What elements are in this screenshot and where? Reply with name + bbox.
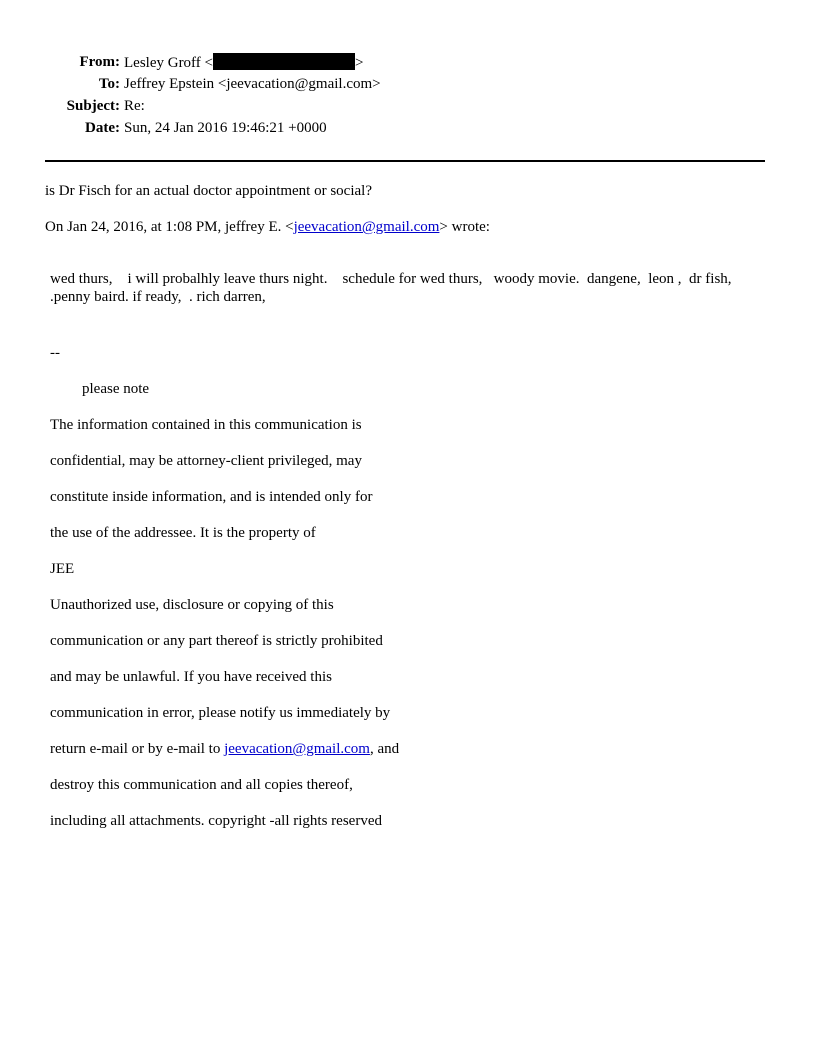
to-label: To: xyxy=(98,76,120,92)
reply-text: is Dr Fisch for an actual doctor appointment or social? xyxy=(45,183,372,199)
disclaimer-line: including all attachments. copyright -all rights reserved xyxy=(50,813,382,829)
disclaimer-line: communication or any part thereof is strictly prohibited xyxy=(50,633,383,649)
date-label: Date: xyxy=(85,120,120,136)
header-divider xyxy=(45,160,765,162)
from-name: Lesley Groff < xyxy=(124,55,213,71)
from-close: > xyxy=(355,55,364,71)
notify-suffix: , and xyxy=(369,741,400,757)
from-label: From: xyxy=(79,54,120,70)
disclaimer-line: the use of the addressee. It is the property of xyxy=(50,525,316,541)
disclaimer-line: constitute inside information, and is intended only for xyxy=(50,489,373,505)
to-value: Jeffrey Epstein <jeevacation@gmail.com> xyxy=(124,76,381,92)
disclaimer-notify-line xyxy=(50,740,399,758)
notify-prefix: return e-mail or by e-mail to xyxy=(50,741,225,757)
quote-attribution xyxy=(45,218,490,237)
disclaimer-line: communication in error, please notify us immediately by xyxy=(50,705,391,721)
subject-label: Subject: xyxy=(66,98,120,114)
disclaimer-line: The information contained in this communication is xyxy=(50,417,362,433)
disclaimer-line: destroy this communication and all copies thereof, xyxy=(50,777,353,793)
signature-block xyxy=(50,326,399,848)
attribution-prefix: On Jan 24, 2016, at 1:08 PM, jeffrey E. < xyxy=(45,219,294,235)
attribution-suffix: > wrote: xyxy=(439,219,490,235)
disclaimer-line: confidential, may be attorney-client privileged, may xyxy=(50,453,362,469)
disclaimer-line: JEE xyxy=(50,561,75,577)
date-value: Sun, 24 Jan 2016 19:46:21 +0000 xyxy=(124,120,327,136)
from-value xyxy=(124,53,363,73)
subject-value: Re: xyxy=(124,98,145,114)
attribution-email-link[interactable]: jeevacation@gmail.com xyxy=(293,219,440,235)
notify-email-link[interactable]: jeevacation@gmail.com xyxy=(224,741,370,757)
quoted-message: wed thurs, i will probalhly leave thurs night. schedule for wed thurs, woody movie. dangene, leon , dr fish, .penny baird. if ready, . rich darren, xyxy=(50,271,736,305)
redaction-box xyxy=(213,53,355,70)
disclaimer-line: Unauthorized use, disclosure or copying of this xyxy=(50,597,334,613)
signature-separator: -- xyxy=(50,345,60,361)
please-note: please note xyxy=(82,381,150,397)
disclaimer-line: and may be unlawful. If you have received this xyxy=(50,669,332,685)
